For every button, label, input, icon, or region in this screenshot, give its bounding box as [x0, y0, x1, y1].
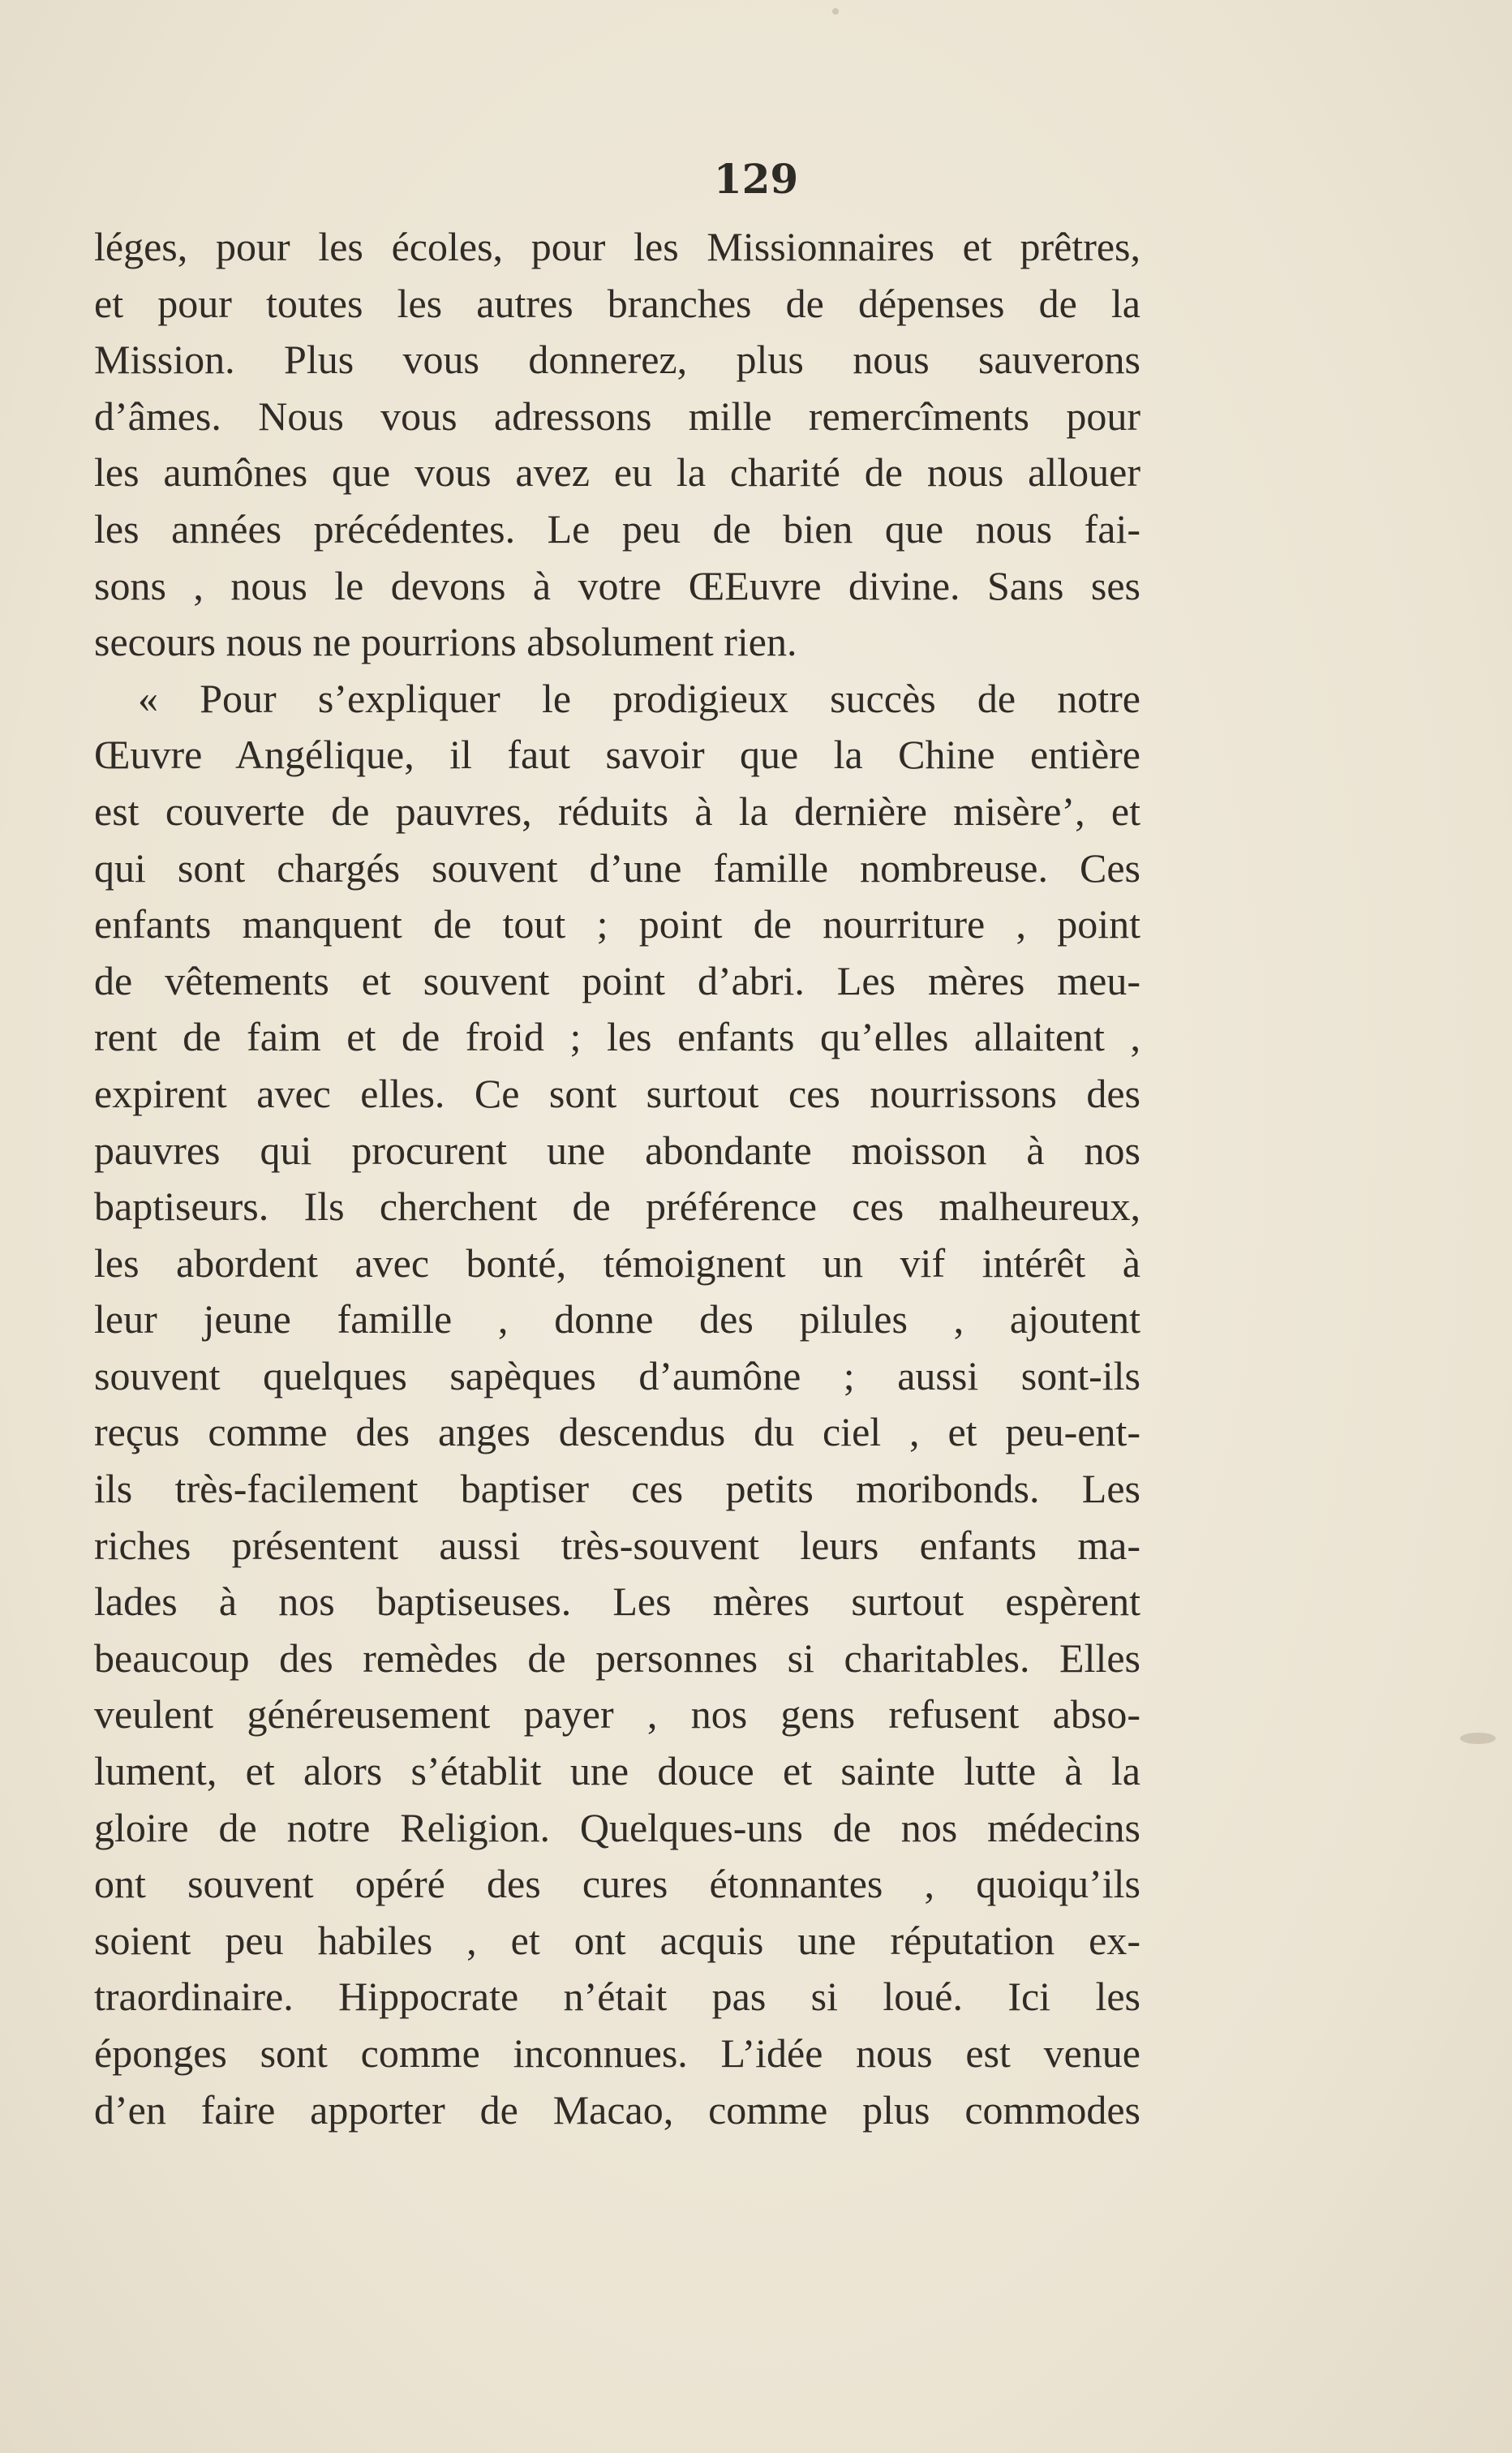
- text-line: d’en faire apporter de Macao, comme plus commodes: [94, 2086, 1140, 2133]
- text-line: veulent généreusement payer , nos gens refusent abso-: [94, 1691, 1140, 1738]
- text-line: pauvres qui procurent une abondante moisson à nos: [94, 1127, 1140, 1173]
- text-line: les abordent avec bonté, témoignent un vif intérêt à: [94, 1239, 1140, 1286]
- text-line: baptiseurs. Ils cherchent de préférence ces malheureux,: [94, 1184, 1140, 1230]
- text-line: soient peu habiles , et ont acquis une réputation ex-: [94, 1917, 1140, 1963]
- text-line: enfants manquent de tout ; point de nourriture , point: [94, 901, 1140, 947]
- text-line: ont souvent opéré des cures étonnantes , quoiqu’ils: [94, 1861, 1140, 1907]
- text-line: léges, pour les écoles, pour les Missionnaires et prêtres,: [94, 224, 1140, 269]
- text-line: ils très-facilement baptiser ces petits moribonds. Les: [94, 1466, 1140, 1512]
- text-line: secours nous ne pourrions absolument rien.: [94, 619, 797, 665]
- body-text: [94, 219, 1140, 2138]
- text-line: « Pour s’expliquer le prodigieux succès de notre: [138, 675, 1140, 721]
- text-line: traordinaire. Hippocrate n’était pas si loué. Ici les: [94, 1974, 1140, 2020]
- text-line: est couverte de pauvres, réduits à la dernière misère’, et: [94, 788, 1140, 834]
- text-line: éponges sont comme inconnues. L’idée nous est venue: [94, 2030, 1140, 2076]
- text-line: lument, et alors s’établit une douce et sainte lutte à la: [94, 1748, 1140, 1794]
- text-line: les aumônes que vous avez eu la charité de nous allouer: [94, 449, 1140, 496]
- text-line: qui sont chargés souvent d’une famille nombreuse. Ces: [94, 844, 1140, 891]
- text-line: leur jeune famille , donne des pilules , ajoutent: [94, 1296, 1140, 1342]
- text-line: souvent quelques sapèques d’aumône ; aussi sont-ils: [94, 1352, 1140, 1398]
- text-line: et pour toutes les autres branches de dépenses de la: [94, 280, 1140, 326]
- text-line: lades à nos baptiseuses. Les mères surtout espèrent: [94, 1579, 1140, 1625]
- text-line: sons , nous le devons à votre ŒEuvre divine. Sans ses: [94, 562, 1140, 608]
- text-line: Mission. Plus vous donnerez, plus nous sauverons: [94, 337, 1140, 383]
- text-line: gloire de notre Religion. Quelques-uns de nos médecins: [94, 1804, 1140, 1850]
- text-line: d’âmes. Nous vous adressons mille remercîments pour: [94, 393, 1140, 439]
- text-line: reçus comme des anges descendus du ciel , et peu-ent-: [94, 1409, 1140, 1455]
- text-line: rent de faim et de froid ; les enfants qu’elles allaitent ,: [94, 1014, 1140, 1060]
- text-line: beaucoup des remèdes de personnes si charitables. Elles: [94, 1635, 1140, 1681]
- text-line: riches présentent aussi très-souvent leurs enfants ma-: [94, 1522, 1140, 1568]
- paper-speck: [1460, 1733, 1496, 1744]
- page-number: 129: [713, 155, 799, 203]
- text-line: les années précédentes. Le peu de bien que nous fai-: [94, 505, 1140, 552]
- paper-speck: [832, 8, 839, 15]
- text-line: expirent avec elles. Ce sont surtout ces nourrissons des: [94, 1070, 1140, 1116]
- text-line: de vêtements et souvent point d’abri. Les mères meu-: [94, 957, 1140, 1003]
- text-line: Œuvre Angélique, il faut savoir que la Chine entière: [94, 732, 1140, 778]
